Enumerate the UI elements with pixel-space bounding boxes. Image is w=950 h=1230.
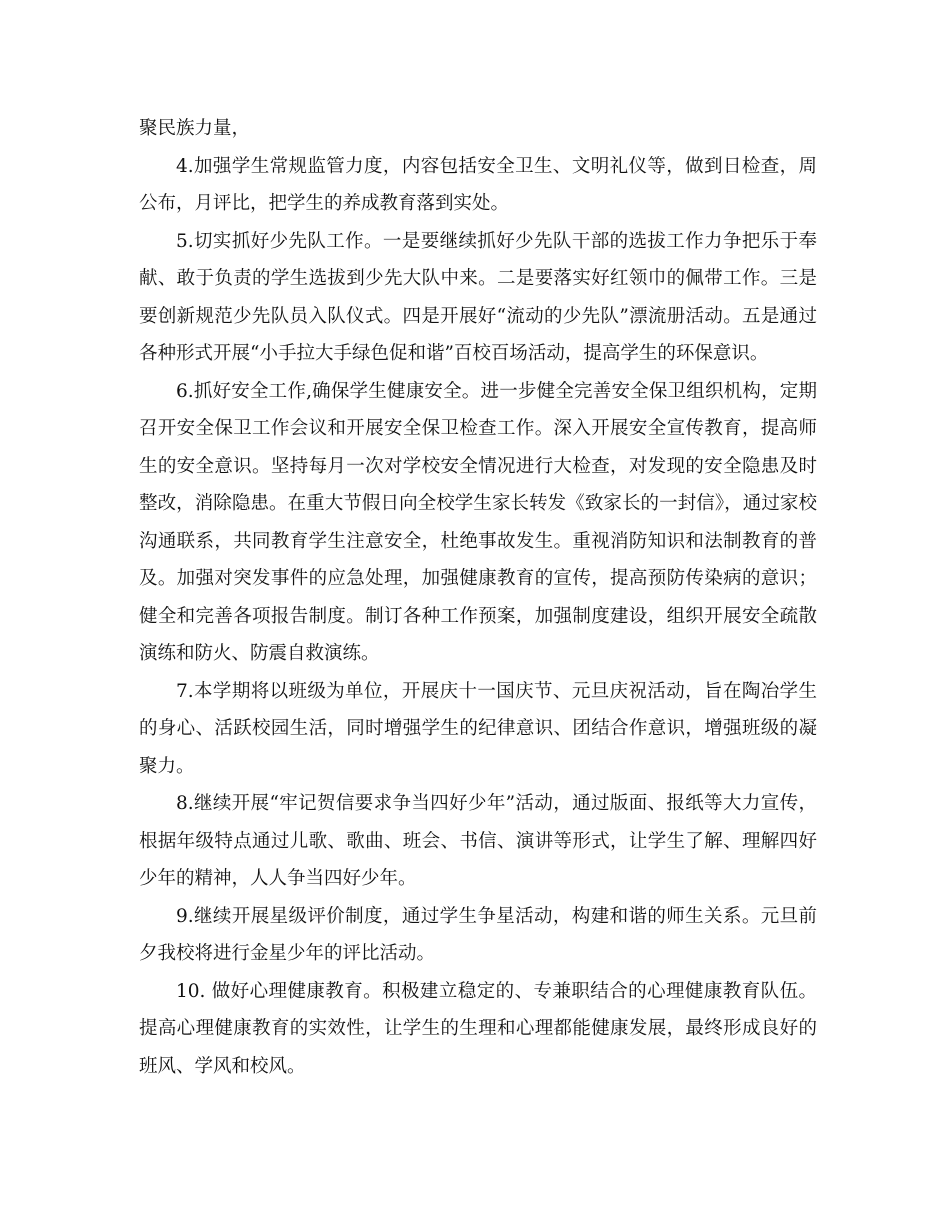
paragraph-item-6: 6.抓好安全工作,确保学生健康安全。进一步健全完善安全保卫组织机构，定期召开安全保卫工作会议和开展安全保卫检查工作。深入开展安全宣传教育，提高师生的安全意识。坚持每月一次对学校安全情况进行大检查，对发现的安全隐患及时整改，消除隐患。在重大节假日向全校学生家长转发《致家长的一封信》，通过家校沟通联系，共同教育学生注意安全，杜绝事故发生。重视消防知识和法制教育的普及。加强对突发事件的应急处理，加强健康教育的宣传，提高预防传染病的意识；健全和完善各项报告制度。制订各种工作预案，加强制度建设，组织开展安全疏散演练和防火、防震自救演练。 bbox=[139, 380, 817, 664]
paragraph-item-5: 5.切实抓好少先队工作。一是要继续抓好少先队干部的选拔工作力争把乐于奉献、敢于负责的学生选拔到少先大队中来。二是要落实好红领巾的佩带工作。三是要创新规范少先队员入队仪式。四是开展好“流动的少先队”漂流册活动。五是通过各种形式开展“小手拉大手绿色促和谐”百校百场活动，提高学生的环保意识。 bbox=[139, 230, 817, 364]
document-body bbox=[139, 110, 817, 1085]
paragraph-item-10: 10. 做好心理健康教育。积极建立稳定的、专兼职结合的心理健康教育队伍。提高心理健康教育的实效性，让学生的生理和心理都能健康发展，最终形成良好的班风、学风和校风。 bbox=[139, 980, 817, 1077]
paragraph-item-9: 9.继续开展星级评价制度，通过学生争星活动，构建和谐的师生关系。元旦前夕我校将进行金星少年的评比活动。 bbox=[139, 905, 817, 964]
paragraph-item-4: 4.加强学生常规监管力度，内容包括安全卫生、文明礼仪等，做到日检查，周公布，月评比，把学生的养成教育落到实处。 bbox=[139, 155, 817, 214]
paragraph-item-7: 7.本学期将以班级为单位，开展庆十一国庆节、元旦庆祝活动，旨在陶冶学生的身心、活跃校园生活，同时增强学生的纪律意识、团结合作意识，增强班级的凝聚力。 bbox=[139, 680, 817, 777]
paragraph-continuation: 聚民族力量， bbox=[139, 118, 251, 139]
paragraph-item-8: 8.继续开展“牢记贺信要求争当四好少年”活动，通过版面、报纸等大力宣传，根据年级特点通过儿歌、歌曲、班会、书信、演讲等形式，让学生了解、理解四好少年的精神，人人争当四好少年。 bbox=[139, 793, 817, 889]
